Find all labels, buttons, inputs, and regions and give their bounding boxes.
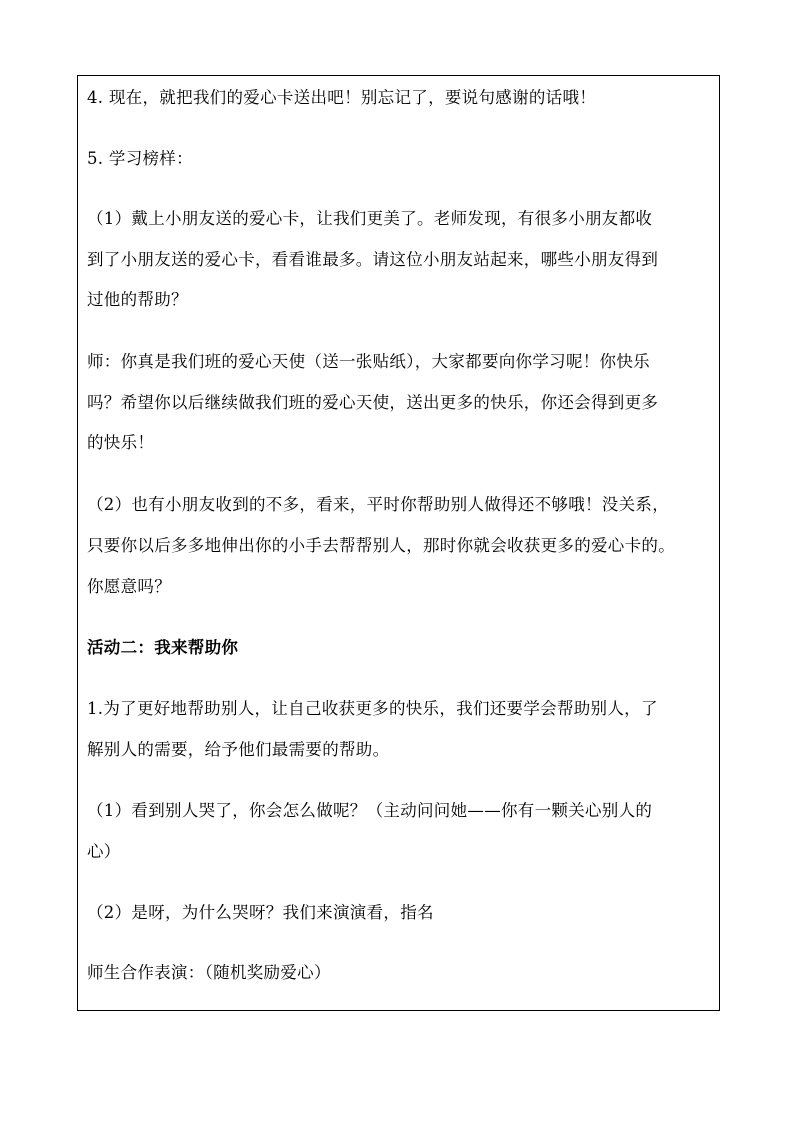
- text-line-item-1b: 到了小朋友送的爱心卡，看看谁最多。请这位小朋友站起来，哪些小朋友得到: [87, 250, 659, 269]
- text-line-item-1a: （1）戴上小朋友送的爱心卡，让我们更美了。老师发现，有很多小朋友都收: [87, 209, 653, 228]
- text-line-step-5: 5. 学习榜样：: [87, 149, 193, 168]
- text-line-step-4: 4. 现在，就把我们的爱心卡送出吧！别忘记了，要说句感谢的话哦！: [87, 88, 597, 107]
- text-line-item-2a: （2）也有小朋友收到的不多，看来，平时你帮助别人做得还不够哦！没关系，: [87, 495, 669, 514]
- text-line-activity-1a: 1.为了更好地帮助别人，让自己收获更多的快乐，我们还要学会帮助别人，了: [87, 699, 658, 718]
- text-line-item-2b: 只要你以后多多地伸出你的小手去帮帮别人，那时你就会收获更多的爱心卡的。: [87, 536, 675, 555]
- text-line-teacher-c: 的快乐！: [87, 433, 155, 452]
- section-heading-activity-2: 活动二：我来帮助你: [87, 638, 239, 657]
- text-line-sub-1b: 心）: [87, 842, 121, 861]
- text-line-sub-1a: （1）看到别人哭了，你会怎么做呢？（主动问问她——你有一颗关心别人的: [87, 801, 653, 820]
- text-line-activity-1b: 解别人的需要，给予他们最需要的帮助。: [87, 740, 390, 759]
- text-line-teacher-a: 师：你真是我们班的爱心天使（送一张贴纸），大家都要向你学习呢！你快乐: [87, 352, 650, 371]
- text-line-performance: 师生合作表演：（随机奖励爱心）: [87, 963, 331, 982]
- text-line-teacher-b: 吗？希望你以后继续做我们班的爱心天使，送出更多的快乐，你还会得到更多: [87, 393, 659, 412]
- text-line-item-1c: 过他的帮助？: [87, 290, 188, 309]
- text-line-sub-2: （2）是呀，为什么哭呀？我们来演演看，指名: [87, 903, 434, 922]
- text-line-item-2c: 你愿意吗？: [87, 577, 171, 596]
